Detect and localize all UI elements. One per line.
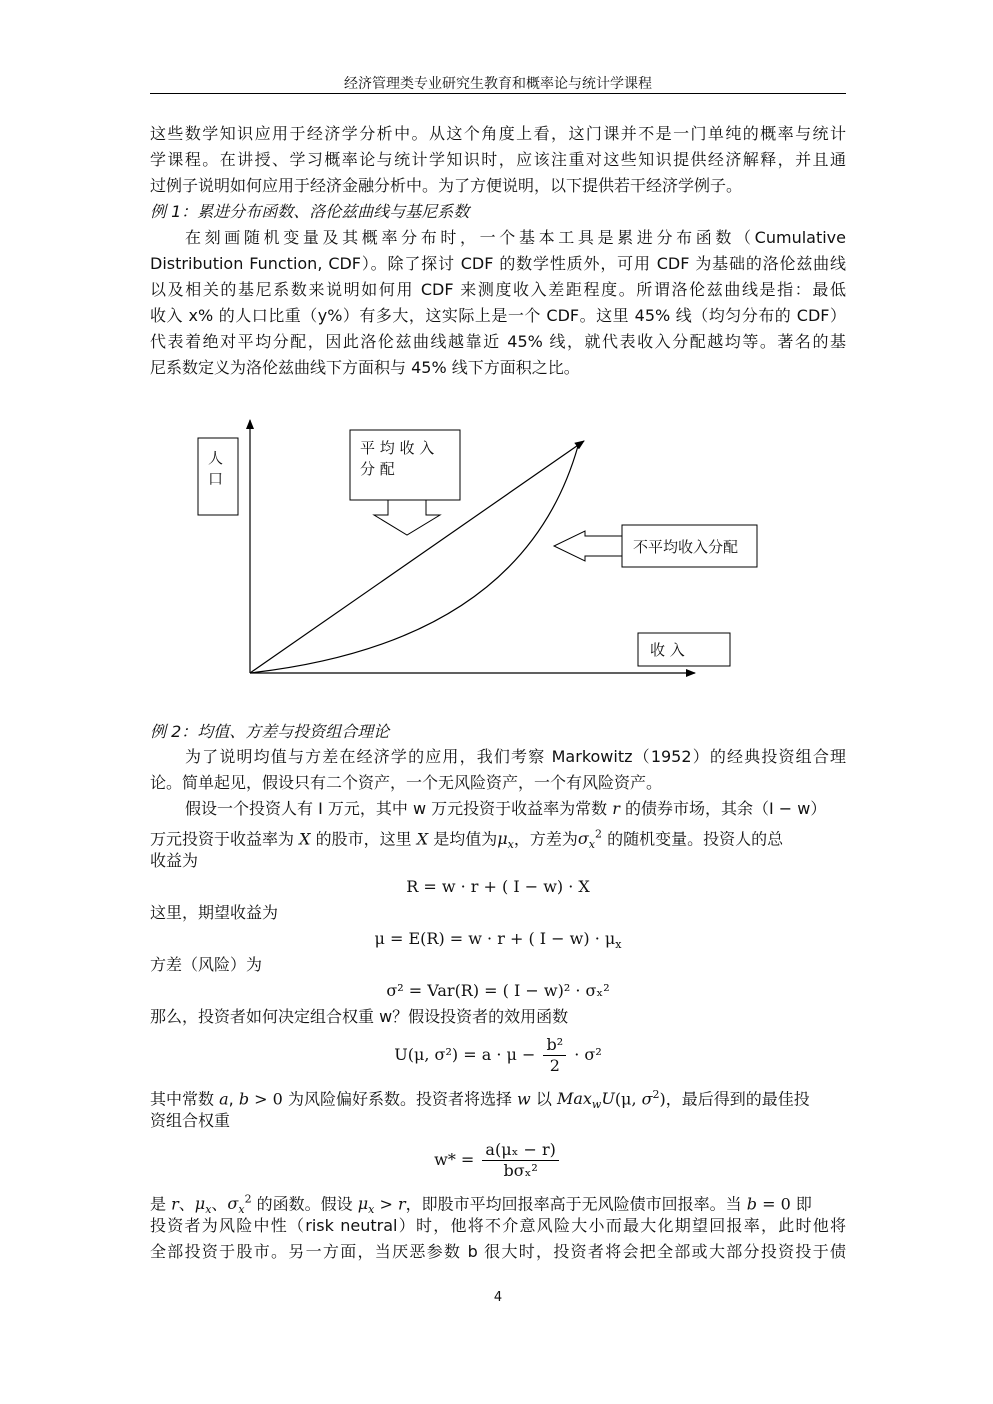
example2-p2-line-1: 假设一个投资人有 I 万元，其中 w 万元投资于收益率为常数 r 的债券市场，其余（I − w） [185,799,827,818]
example1-line-3: 以及相关的基尼系数来说明如何用 CDF 来测度收入差距程度。所谓洛伦兹曲线是指：最低 [150,280,846,299]
example2-p2-line-3: 收益为 [150,851,199,870]
example2-p4-line-1: 是 r、$\mu_x$、$\sigma_x^2$ 的函数。假设 $\mu_x > r$，即股市平均回报率高于无风险债市回报率。当 b = 0 即 [150,1193,812,1217]
equation-total-return: R = w · r + ( I − w) · X [406,877,590,896]
example2-p4-line-2: 投资者为风险中性（risk neutral）时，他将不介意风险大小而最大化期望回报率，此时他将 [150,1216,846,1235]
text-variance: 方差（风险）为 [150,955,263,974]
intro-line-3: 过例子说明如何应用于经济金融分析中。为了方便说明，以下提供若干经济学例子。 [150,176,743,195]
example1-line-2: Distribution Function, CDF）。除了探讨 CDF 的数学性质外，可用 CDF 为基础的洛伦兹曲线 [150,254,846,273]
x-axis-label: 收 入 [650,641,685,659]
equation-utility: U(μ, σ²) = a · μ − $\frac{\text{b²}}{2}$ · σ² [394,1035,602,1075]
example2-p1-line-1: 为了说明均值与方差在经济学的应用，我们考察 Markowitz（1952）的经典投资组合理 [185,747,846,766]
down-arrow-icon [374,500,440,535]
text-portfolio-weight: 那么，投资者如何决定组合权重 w？假设投资者的效用函数 [150,1007,569,1026]
running-header: 经济管理类专业研究生教育和概率论与统计学课程 [344,76,652,92]
y-axis-label-2: 口 [208,470,224,488]
equal-line-label-1: 平 均 收 入 [360,439,435,457]
optimal-weight-fraction: $\frac{\text{a(μₓ − r)}}{\text{bσₓ²}}$ [482,1140,558,1181]
equation-variance: σ² = Var(R) = ( I − w)² · σₓ² [386,981,610,1000]
equation-optimal-weight: w* = $\frac{\text{a(μₓ − r)}}{\text{bσₓ²}}$ [150,1140,846,1181]
page-number: 4 [493,1290,503,1305]
example1-line-6: 尼系数定义为洛伦兹曲线下方面积与 45% 线下方面积之比。 [150,358,580,377]
equation-expected-return: μ = E(R) = w · r + ( $I - w) \cdot \mu_x$ [374,929,622,952]
header-rule [150,93,846,94]
text-expected-return: 这里，期望收益为 [150,903,279,922]
utility-fraction: $\frac{\text{b²}}{2}$ [543,1035,566,1076]
equal-line-label-2: 分 配 [360,460,395,478]
example1-line-5: 代表着绝对平均分配，因此洛伦兹曲线越靠近 45% 线，就代表收入分配越均等。著名的基 [150,332,846,351]
example1-heading: 例 1：累进分布函数、洛伦兹曲线与基尼系数 [150,202,470,221]
example2-p2-line-2: 万元投资于收益率为 X 的股市，这里 X 是均值为$\mu_x$，方差为$\sigma_x^2$ 的随机变量。投资人的总 [150,828,784,852]
example2-p4-line-3: 全部投资于股市。另一方面，当厌恶参数 b 很大时，投资者将会把全部或大部分投资投于债 [150,1242,846,1261]
intro-line-1: 这些数学知识应用于经济学分析中。从这个角度上看，这门课并不是一门单纯的概率与统计 [150,124,846,143]
example2-p3-line-2: 资组合权重 [150,1111,231,1130]
example1-line-4: 收入 x% 的人口比重（y%）有多大，这实际上是一个 CDF。这里 45% 线（均匀分布的 CDF） [150,306,846,325]
example2-p3-line-1: 其中常数 a, b > 0 为风险偏好系数。投资者将选择 w 以 Max$_w$U(μ, $\sigma^2$)，最后得到的最佳投 [150,1088,810,1112]
example2-heading: 例 2：均值、方差与投资组合理论 [150,722,390,741]
lorenz-curve-figure [190,408,739,698]
left-arrow-icon [554,531,622,561]
unequal-curve-label: 不平均收入分配 [633,538,739,556]
intro-line-2: 学课程。在讲授、学习概率论与统计学知识时，应该注重对这些知识提供经济解释，并且通 [150,150,846,169]
y-axis-label-1: 人 [208,449,224,467]
example1-line-1: 在刻画随机变量及其概率分布时，一个基本工具是累进分布函数（Cumulative [185,228,846,247]
example2-p1-line-2: 论。简单起见，假设只有二个资产，一个无风险资产，一个有风险资产。 [150,773,663,792]
